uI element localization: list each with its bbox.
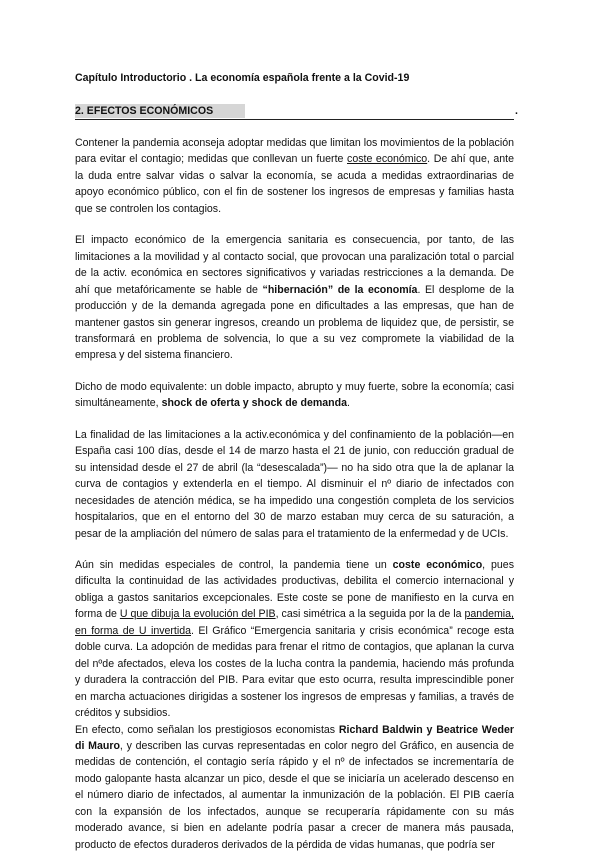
text: . De ahí que, ante la duda entre salvar vidas o salvar la economía, se acuda a medidas extraordinarias de apoyo económico público, con el fin de sostener los ingresos de empresas y familias hasta que se controlen los contagios. [75,153,514,214]
text: . El Gráfico “Emergencia sanitaria y crisis económica” recoge esta doble curva. La adopción de medidas para frenar el ritmo de contagios, que aplanan la curva del nºde afectados, eleva los costes de la lucha contra la pandemia, haciendo más profunda y duradera la contracción del PIB. Para evitar que esto ocurra, resulta imprescindible poner en marcha actuaciones dirigidas a sostener los ingresos de empresas y familias, a través de créditos y subsidios. [75,625,514,719]
paragraph-6 [75,722,514,853]
bold-text: coste económico [393,559,483,571]
text: El impacto económico de la emergencia sanitaria es consecuencia, por tanto, de las limitaciones a la movilidad y al contacto social, que provocan una paralización total o parcial de la activ. económica en sectores significativos y variadas restricciones a la demanda. De ahí que metafóricamente se hable de [75,234,514,295]
paragraph-2 [75,232,514,364]
text: La finalidad de las limitaciones a la activ.económica y del confinamiento de la población—en España casi 100 días, desde el 14 de marzo hasta el 21 de junio, con reducción gradual de su intensidad desde el 27 de abril (la “desescalada”)— no ha sido otra que la de aplanar la curva de contagios y extenderla en el tiempo. Al disminuir el nº diario de infectados con necesidades de atención médica, se ha impedido una congestión completa de los servicios hospitalarios, que en el entorno del 30 de marzo estaban muy cerca de su saturación, a pesar de la ampliación del número de salas para el tratamiento de la enfermedad y de UCIs. [75,429,514,540]
bold-text: shock de oferta y shock de demanda [162,397,347,409]
underlined-text: pandemia, en forma de U invertida [75,608,514,636]
section-title: 2. EFECTOS ECONÓMICOS [75,105,213,117]
section-trailing-dot: . [515,104,518,118]
chapter-title: Capítulo Introductorio . La economía española frente a la Covid-19 [75,71,514,85]
paragraph-1 [75,135,514,217]
bold-text: “hibernación” de la economía [263,284,418,296]
text: Aún sin medidas especiales de control, la pandemia tiene un [75,559,393,571]
underlined-text: coste económico [347,153,427,165]
text: , pues dificulta la continuidad de las actividades productivas, debilita el comercio internacional y obliga a gastos sanitarios excepcionales. Este coste se pone de manifiesto en la curva en forma de [75,559,514,620]
underlined-text: U que dibuja la evolución del PIB [120,608,276,620]
bold-text: Richard Baldwin y Beatrice Weder di Mauro [75,724,514,752]
text: . [347,397,350,409]
text: , casi simétrica a la seguida por la de la [276,608,465,620]
text: En efecto, como señalan los prestigiosos economistas [75,724,339,736]
paragraph-3 [75,379,514,412]
section-heading [75,104,514,120]
paragraph-4 [75,427,514,542]
text: . El desplome de la producción y de la demanda agregada pone en dificultades a las empresas, que han de mantener gastos sin generar ingresos, creando un problema de liquidez que, de persistir, se transformará en problema de solvencia, lo que a su vez compromete la viabilidad de la empresa y del sistema financiero. [75,284,514,362]
text: Contener la pandemia aconseja adoptar medidas que limitan los movimientos de la población para evitar el contagio; medidas que conllevan un fuerte [75,137,514,165]
paragraph-5 [75,557,514,722]
text: Dicho de modo equivalente: un doble impacto, abrupto y muy fuerte, sobre la economía; casi simultáneamente, [75,381,514,409]
text: , y describen las curvas representadas en color negro del Gráfico, en ausencia de medidas de contención, el contagio sería rápido y el nº de infectados se incrementaría de modo galopante hasta alcanzar un pico, desde el que se iniciaría un acelerado descenso en el número diario de infectados, al aumentar la inmunización de la población. El PIB caería con la expansión de los infectados, aunque se recuperaría rápidamente con su más moderado avance, si bien en adelante podría pasar a crecer de manera más pausada, producto de efectos duraderos derivados de la pérdida de vidas humanas, que podría ser [75,740,514,851]
